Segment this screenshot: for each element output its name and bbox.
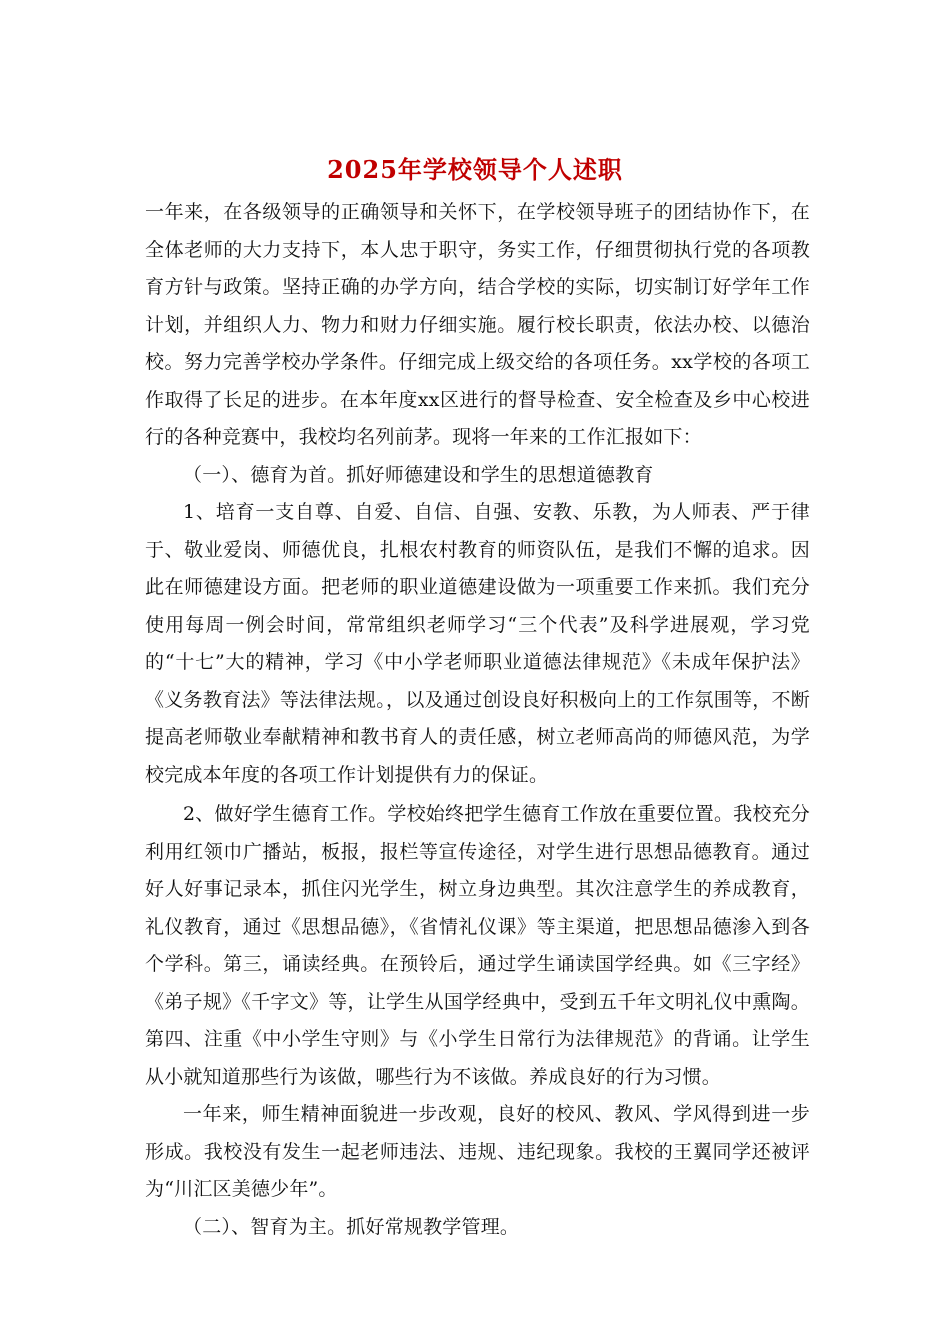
section-heading-moral-education: （一）、德育为首。抓好师德建设和学生的思想道德教育 [183, 463, 654, 486]
paragraph-teacher-ethics: 1、培育一支自尊、自爱、自信、自强、安教、乐教，为人师表、严于律于、敬业爱岗、师德优良，扎根农村教育的师资队伍，是我们不懈的追求。因此在师德建设方面。把老师的职业道德建设做为一项重要工作来抓。我们充分使用每周一例会时间，常常组织老师学习“三个代表”及科学进展观，学习党的“十七”大的精神，学习《中小学老师职业道德法律规范》《未成年保护法》《义务教育法》等法律法规。，以及通过创设良好积极向上的工作氛围等，不断提高老师敬业奉献精神和教书育人的责任感，树立老师高尚的师德风范，为学校完成本年度的各项工作计划提供有力的保证。 [145, 501, 810, 786]
paragraph-year-results: 一年来，师生精神面貌进一步改观，良好的校风、教风、学风得到进一步形成。我校没有发生一起老师违法、违规、违纪现象。我校的王翼同学还被评为“川汇区美德少年”。 [145, 1103, 810, 1200]
document-title: 2025年学校领导个人述职 [327, 155, 623, 184]
document-body [145, 194, 810, 1246]
section-heading-intellectual-education: （二）、智育为主。抓好常规教学管理。 [183, 1215, 520, 1238]
intro-paragraph: 一年来，在各级领导的正确领导和关怀下，在学校领导班子的团结协作下，在全体老师的大力支持下，本人忠于职守，务实工作，仔细贯彻执行党的各项教育方针与政策。坚持正确的办学方向，结合学校的实际，切实制订好学年工作计划，并组织人力、物力和财力仔细实施。履行校长职责，依法办校、以德治校。努力完善学校办学条件。仔细完成上级交给的各项任务。xx学校的各项工作取得了长足的进步。在本年度xx区进行的督导检查、安全检查及乡中心校进行的各种竞赛中，我校均名列前茅。现将一年来的工作汇报如下： [145, 201, 810, 448]
paragraph-student-moral-work: 2、做好学生德育工作。学校始终把学生德育工作放在重要位置。我校充分利用红领巾广播站，板报，报栏等宣传途径，对学生进行思想品德教育。通过好人好事记录本，抓住闪光学生，树立身边典型。其次注意学生的养成教育，礼仪教育，通过《思想品德》，《省情礼仪课》等主渠道，把思想品德渗入到各个学科。第三，诵读经典。在预铃后，通过学生诵读国学经典。如《三字经》《弟子规》《千字文》等，让学生从国学经典中，受到五千年文明礼仪中熏陶。第四、注重《中小学生守则》与《小学生日常行为法律规范》的背诵。让学生从小就知道那些行为该做，哪些行为不该做。养成良好的行为习惯。 [145, 803, 810, 1088]
